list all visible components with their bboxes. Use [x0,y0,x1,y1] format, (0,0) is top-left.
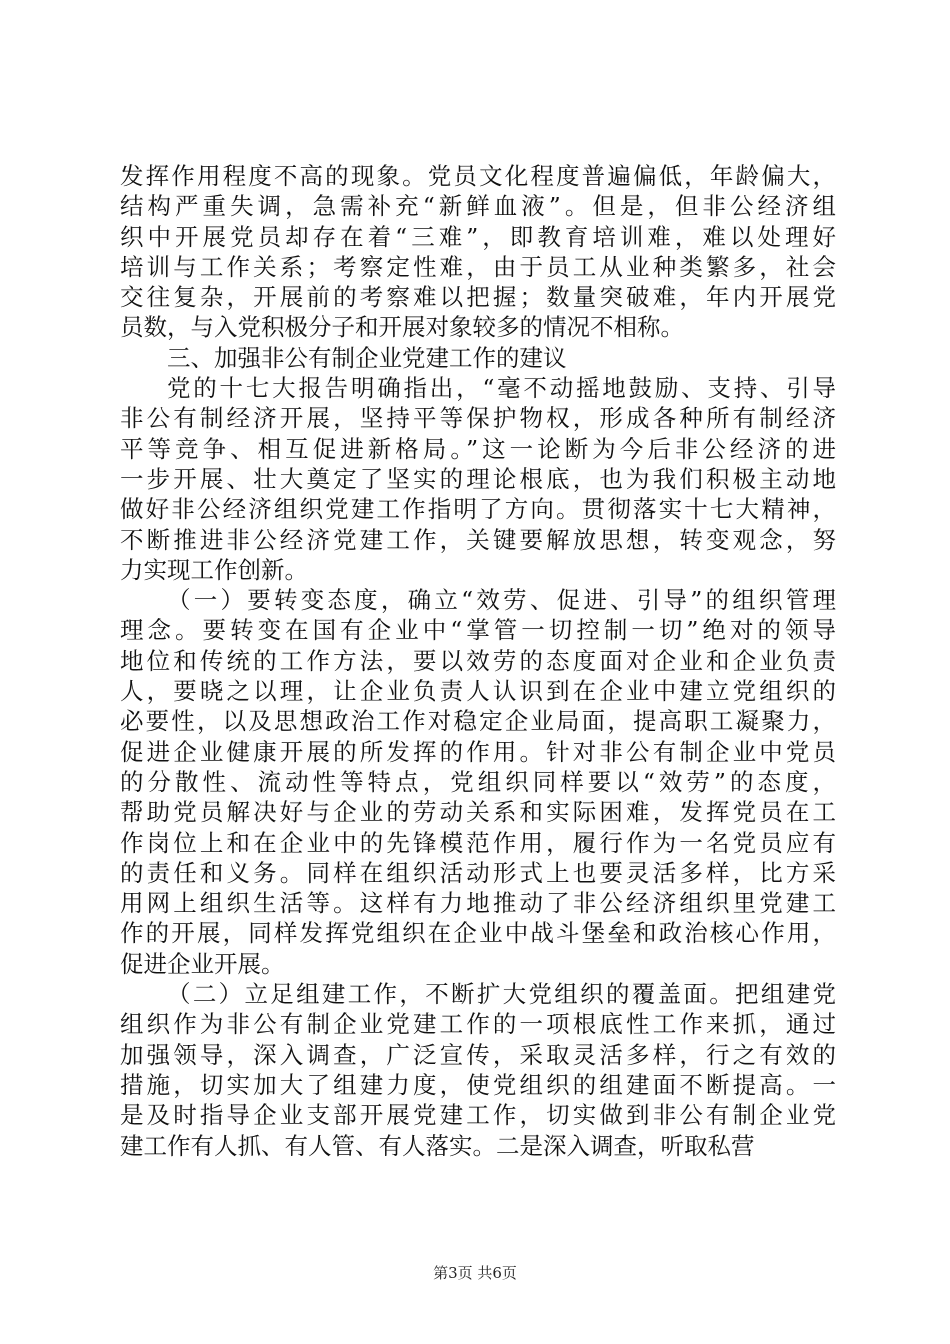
text-line: 理念。要转变在国有企业中“掌管一切控制一切”绝对的领导 [120,616,836,645]
text-line: 不断推进非公经济党建工作，关键要解放思想，转变观念，努 [120,525,836,554]
page-footer: 第3页 共6页 [433,1264,517,1282]
text-line: 一步开展、壮大奠定了坚实的理论根底，也为我们积极主动地 [120,464,836,493]
paragraph [120,585,836,979]
paragraph [120,979,836,1161]
text-line: 促进企业健康开展的所发挥的作用。针对非公有制企业中党员 [120,737,836,766]
text-line: 的分散性、流动性等特点，党组织同样要以“效劳”的态度， [120,767,836,796]
text-line: 培训与工作关系；考察定性难，由于员工从业种类繁多，社会 [120,252,836,281]
text-line: 建工作有人抓、有人管、有人落实。二是深入调查，听取私营 [120,1131,755,1160]
text-line: 是及时指导企业支部开展党建工作，切实做到非公有制企业党 [120,1101,836,1130]
text-line: 作岗位上和在企业中的先锋模范作用，履行作为一名党员应有 [120,828,836,857]
text-line: 力实现工作创新。 [120,555,308,584]
text-line: 结构严重失调，急需补充“新鲜血液”。但是，但非公经济组 [120,192,836,221]
text-line: 的责任和义务。同样在组织活动形式上也要灵活多样，比方采 [120,858,836,887]
paragraph [120,161,836,343]
text-line: 帮助党员解决好与企业的劳动关系和实际困难，发挥党员在工 [120,798,836,827]
text-line: 非公有制经济开展，坚持平等保护物权，形成各种所有制经济 [120,404,836,433]
text-line: 发挥作用程度不高的现象。党员文化程度普遍偏低，年龄偏大， [120,162,836,190]
document-body [120,161,836,1161]
text-line: 必要性，以及思想政治工作对稳定企业局面，提高职工凝聚力， [120,707,836,736]
text-line: 做好非公经济组织党建工作指明了方向。贯彻落实十七大精神， [120,495,836,524]
text-line: 交往复杂，开展前的考察难以把握；数量突破难，年内开展党 [120,283,836,312]
text-line: 组织作为非公有制企业党建工作的一项根底性工作来抓，通过 [120,1010,836,1039]
text-line: 员数，与入党积极分子和开展对象较多的情况不相称。 [120,313,684,342]
text-line: 党的十七大报告明确指出，“毫不动摇地鼓励、支持、引导 [167,374,836,403]
text-line: 三、加强非公有制企业党建工作的建议 [167,343,567,372]
text-line: 用网上组织生活等。这样有力地推动了非公经济组织里党建工 [120,889,836,918]
paragraph [120,373,836,585]
text-line: 织中开展党员却存在着“三难”，即教育培训难，难以处理好 [120,222,836,251]
text-line: 作的开展，同样发挥党组织在企业中战斗堡垒和政治核心作用， [120,919,836,948]
text-line: 促进企业开展。 [120,949,285,978]
text-line: （二）立足组建工作，不断扩大党组织的覆盖面。把组建党 [167,980,836,1009]
text-line: （一）要转变态度，确立“效劳、促进、引导”的组织管理 [167,586,836,615]
text-line: 地位和传统的工作方法，要以效劳的态度面对企业和企业负责 [120,646,836,675]
section-heading [120,343,836,373]
text-line: 人，要晓之以理，让企业负责人认识到在企业中建立党组织的 [120,677,836,706]
text-line: 措施，切实加大了组建力度，使党组织的组建面不断提高。一 [120,1070,836,1099]
text-line: 平等竞争、相互促进新格局。”这一论断为今后非公经济的进 [120,434,836,463]
text-line: 加强领导，深入调查，广泛宣传，采取灵活多样，行之有效的 [120,1040,836,1069]
